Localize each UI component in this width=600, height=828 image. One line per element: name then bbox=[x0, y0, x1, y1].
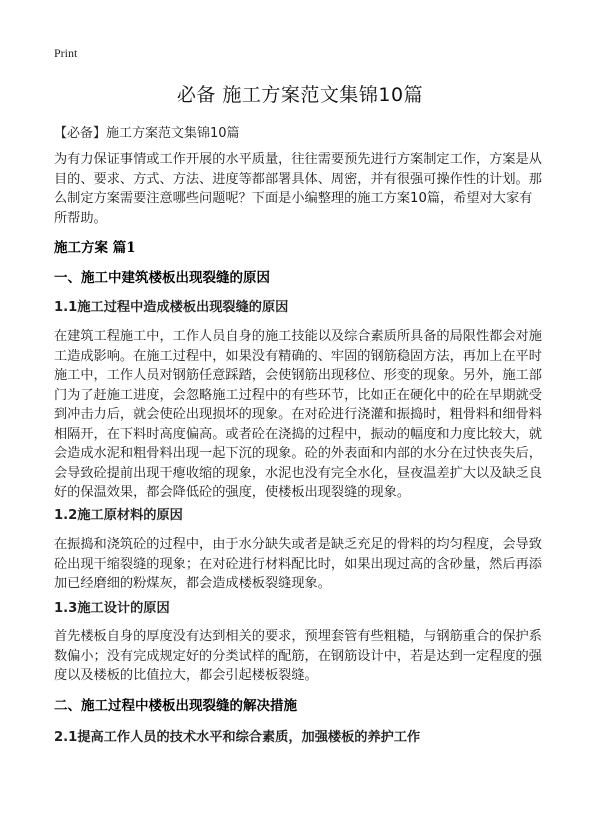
intro-paragraph: 为有力保证事情或工作开展的水平质量，往往需要预先进行方案制定工作，方案是从目的、要求、方式、方法、进度等都部署具体、周密，并有很强可操作性的计划。那么制定方案需要注意哪些问题呢？下面是小编整理的施工方案10篇，希望对大家有所帮助。 bbox=[54, 152, 542, 226]
part1-sub1-heading: 1.1施工过程中造成楼板出现裂缝的原因 bbox=[54, 300, 289, 315]
page-title: 必备 施工方案范文集锦10篇 bbox=[176, 84, 424, 106]
section-title: 施工方案 篇1 bbox=[54, 240, 136, 256]
print-label[interactable]: Print bbox=[54, 46, 78, 60]
part1-sub2-heading: 1.2施工原材料的原因 bbox=[54, 508, 183, 523]
part1-heading: 一、施工中建筑楼板出现裂缝的原因 bbox=[54, 270, 270, 286]
part2-heading: 二、施工过程中楼板出现裂缝的解决措施 bbox=[54, 698, 297, 714]
document-subtitle: 【必备】施工方案范文集锦10篇 bbox=[54, 126, 240, 141]
part2-sub1-heading: 2.1提高工作人员的技术水平和综合素质，加强楼板的养护工作 bbox=[54, 730, 421, 745]
part1-sub1-body: 在建筑工程施工中，工作人员自身的施工技能以及综合素质所具备的局限性都会对施工造成影响。在施工过程中，如果没有精确的、牢固的钢筋稳固方法，再加上在平时施工中，工作人员对钢筋任意踩踏，会使钢筋出现移位、形变的现象。另外，施工部门为了赶施工进度，会忽略施工过程中的有些环节，比如正在硬化中的砼在早期就受到冲击力后，就会使砼出现损坏的现象。在对砼进行浇灌和振捣时，粗骨料和细骨料相隔开，在下料时高度偏高。或者砼在浇捣的过程中，振动的幅度和力度比较大，就会造成水泥和粗骨料出现一起下沉的现象。砼的外表面和内部的水分在过快丧失后，会导致砼提前出现干瘪收缩的现象，水泥也没有完全水化，昼夜温差扩大以及缺乏良好的保温效果，都会降低砼的强度，使楼板出现裂缝的现象。 bbox=[54, 329, 542, 500]
part1-sub3-heading: 1.3施工设计的原因 bbox=[54, 601, 170, 616]
part1-sub3-body: 首先楼板自身的厚度没有达到相关的要求，预埋套管有些粗糙，与钢筋重合的保护系数偏小；没有完成规定好的分类试样的配筋，在钢筋设计中，若是达到一定程度的强度以及楼板的比值拉大，都会引起楼板裂缝。 bbox=[54, 629, 542, 683]
part1-sub2-body: 在振捣和浇筑砼的过程中，由于水分缺失或者是缺乏充足的骨料的均匀程度，会导致砼出现干缩裂缝的现象；在对砼进行材料配比时，如果出现过高的含砂量，然后再添加已经磨细的粉煤灰，都会造成楼板裂缝现象。 bbox=[54, 537, 542, 591]
